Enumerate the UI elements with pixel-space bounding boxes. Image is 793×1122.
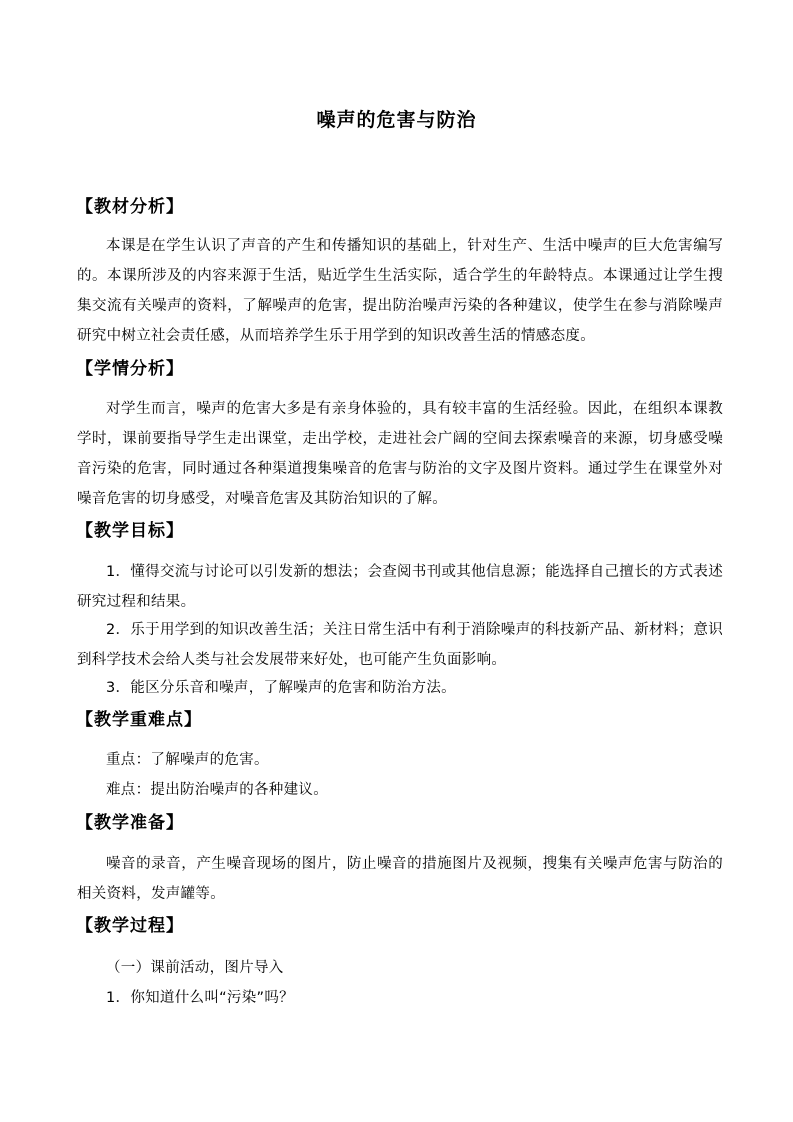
heading-teaching-goals: 【教学目标】 [76,521,184,541]
heading-preparation: 【教学准备】 [76,813,184,833]
paragraph-student-analysis: 对学生而言，噪声的危害大多是有亲身体验的，具有较丰富的生活经验。因此，在组织本课教学时，课前要指导学生走出课堂，走出学校，走进社会广阔的空间去探索噪音的来源，切身感受噪音污染的危害，同时通过各种渠道搜集噪音的危害与防治的文字及图片资料。通过学生在课堂外对噪音危害的切身感受，对噪音危害及其防治知识的了解。 [77,401,723,507]
key-point-difficulty: 难点：提出防治噪声的各种建议。 [106,782,328,798]
goal-item-2: 2．乐于用学到的知识改善生活；关注日常生活中有利于消除噪声的科技新产品、新材料；意识到科学技术会给人类与社会发展带来好处，也可能产生负面影响。 [77,622,723,668]
heading-material-analysis: 【教材分析】 [76,197,184,217]
heading-key-points: 【教学重难点】 [76,710,202,730]
heading-student-analysis: 【学情分析】 [76,359,184,379]
heading-teaching-process: 【教学过程】 [76,916,184,936]
key-point-focus: 重点：了解噪声的危害。 [106,752,269,768]
paragraph-material-analysis: 本课是在学生认识了声音的产生和传播知识的基础上，针对生产、生活中噪声的巨大危害编写的。本课所涉及的内容来源于生活，贴近学生生活实际，适合学生的年龄特点。本课通过让学生搜集交流有关噪声的资料，了解噪声的危害，提出防治噪声污染的各种建议，使学生在参与消除噪声研究中树立社会责任感，从而培养学生乐于用学到的知识改善生活的情感态度。 [77,238,723,344]
paragraph-preparation: 噪音的录音，产生噪音现场的图片，防止噪音的措施图片及视频，搜集有关噪声危害与防治的相关资料，发声罐等。 [77,856,723,902]
document-title: 噪声的危害与防治 [316,109,477,131]
goal-item-1: 1．懂得交流与讨论可以引发新的想法；会查阅书刊或其他信息源；能选择自己擅长的方式表述研究过程和结果。 [77,564,723,610]
process-step-1: （一）课前活动，图片导入 [106,960,284,976]
process-question-1: 1．你知道什么叫“污染”吗？ [106,990,294,1006]
goal-item-3: 3．能区分乐音和噪声，了解噪声的危害和防治方法。 [106,680,456,696]
